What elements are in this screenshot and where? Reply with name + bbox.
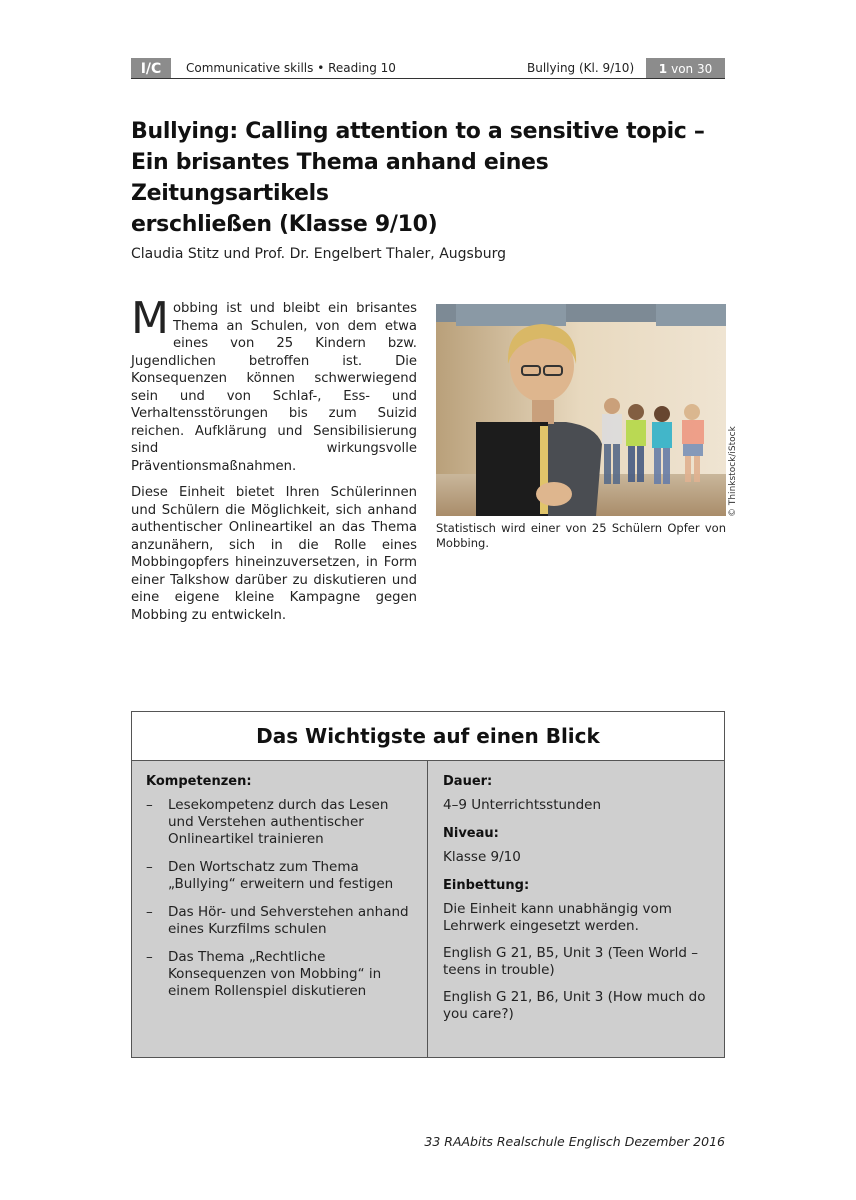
- embedding-item: English G 21, B6, Unit 3 (How much do you care?): [443, 989, 706, 1022]
- competence-item: – Den Wortschatz zum Thema „Bullying“ erweitern und festigen: [146, 859, 413, 893]
- duration-label: Dauer:: [443, 774, 493, 789]
- header-unit: Bullying (Kl. 9/10): [527, 61, 635, 75]
- intro-text: [131, 293, 417, 633]
- level-value: Klasse 9/10: [443, 849, 521, 865]
- intro-paragraph-2: Diese Einheit bietet Ihren Schülerinnen und Schülern die Möglichkeit, sich anhand authentischer Onlineartikel an das Thema anzunähern, sich in die Rolle eines Mobbingopfers hineinzuversetzen, in Form einer Talkshow darüber zu diskutieren und eine eigene kleine Kampagne gegen Mobbing zu entwickeln.: [131, 485, 417, 623]
- page-indicator: [646, 58, 725, 79]
- overview-title: Das Wichtigste auf einen Blick: [132, 712, 724, 761]
- overview-body: [132, 761, 724, 1057]
- authors: Claudia Stitz und Prof. Dr. Engelbert Thaler, Augsburg: [131, 246, 506, 262]
- competence-item: – Das Hör- und Sehverstehen anhand eines Kurzfilms schulen: [146, 904, 413, 938]
- page-total: von 30: [671, 61, 713, 76]
- title-line-3: erschließen (Klasse 9/10): [131, 212, 438, 237]
- embedding-item: Die Einheit kann unabhängig vom Lehrwerk eingesetzt werden.: [443, 901, 672, 934]
- title-line-2: Ein brisantes Thema anhand eines Zeitungsartikels: [131, 150, 549, 206]
- publication-footer: 33 RAAbits Realschule Englisch Dezember 2016: [424, 1134, 725, 1149]
- competences-label: Kompetenzen:: [146, 774, 252, 789]
- photo-credit: © Thinkstock/iStock: [728, 426, 738, 517]
- overview-box: [131, 711, 725, 1058]
- title-line-1: Bullying: Calling attention to a sensitive topic –: [131, 119, 705, 144]
- embedding-item: English G 21, B5, Unit 3 (Teen World – teens in trouble): [443, 945, 699, 978]
- header-rule: [131, 78, 725, 79]
- header-topic: Communicative skills • Reading 10: [186, 61, 396, 75]
- page-title: [131, 116, 725, 240]
- details-column: [429, 761, 724, 1057]
- drop-cap: M: [131, 293, 169, 344]
- level-label: Niveau:: [443, 826, 499, 841]
- embedding-label: Einbettung:: [443, 878, 530, 893]
- intro-paragraph-1: Mobbing ist und bleibt ein brisantes Thema an Schulen, von dem etwa eines von 25 Kindern bzw. Jugendlichen betroffen ist. Die Konsequenzen können schwerwiegend sein und von Schlaf-, Ess- und Verhaltensstörungen bis zum Suizid reichen. Aufklärung und Sensibilisierung sind wirkungsvolle Präventionsmaßnahmen.: [131, 293, 417, 474]
- section-tag: I/C: [131, 58, 171, 79]
- competence-item: – Lesekompetenz durch das Lesen und Verstehen authentischer Onlineartikel trainieren: [146, 797, 413, 848]
- competence-item: – Das Thema „Rechtliche Konsequenzen von Mobbing“ in einem Rollenspiel diskutieren: [146, 949, 413, 1000]
- duration-value: 4–9 Unterrichtsstunden: [443, 797, 602, 813]
- photo-caption: Statistisch wird einer von 25 Schülern Opfer von Mobbing.: [436, 521, 726, 550]
- competences-column: [132, 761, 428, 1057]
- page-number: 1: [658, 61, 668, 76]
- competences-list: [146, 797, 413, 1000]
- bullying-photo: [436, 304, 726, 516]
- photo-illustration: [436, 304, 726, 516]
